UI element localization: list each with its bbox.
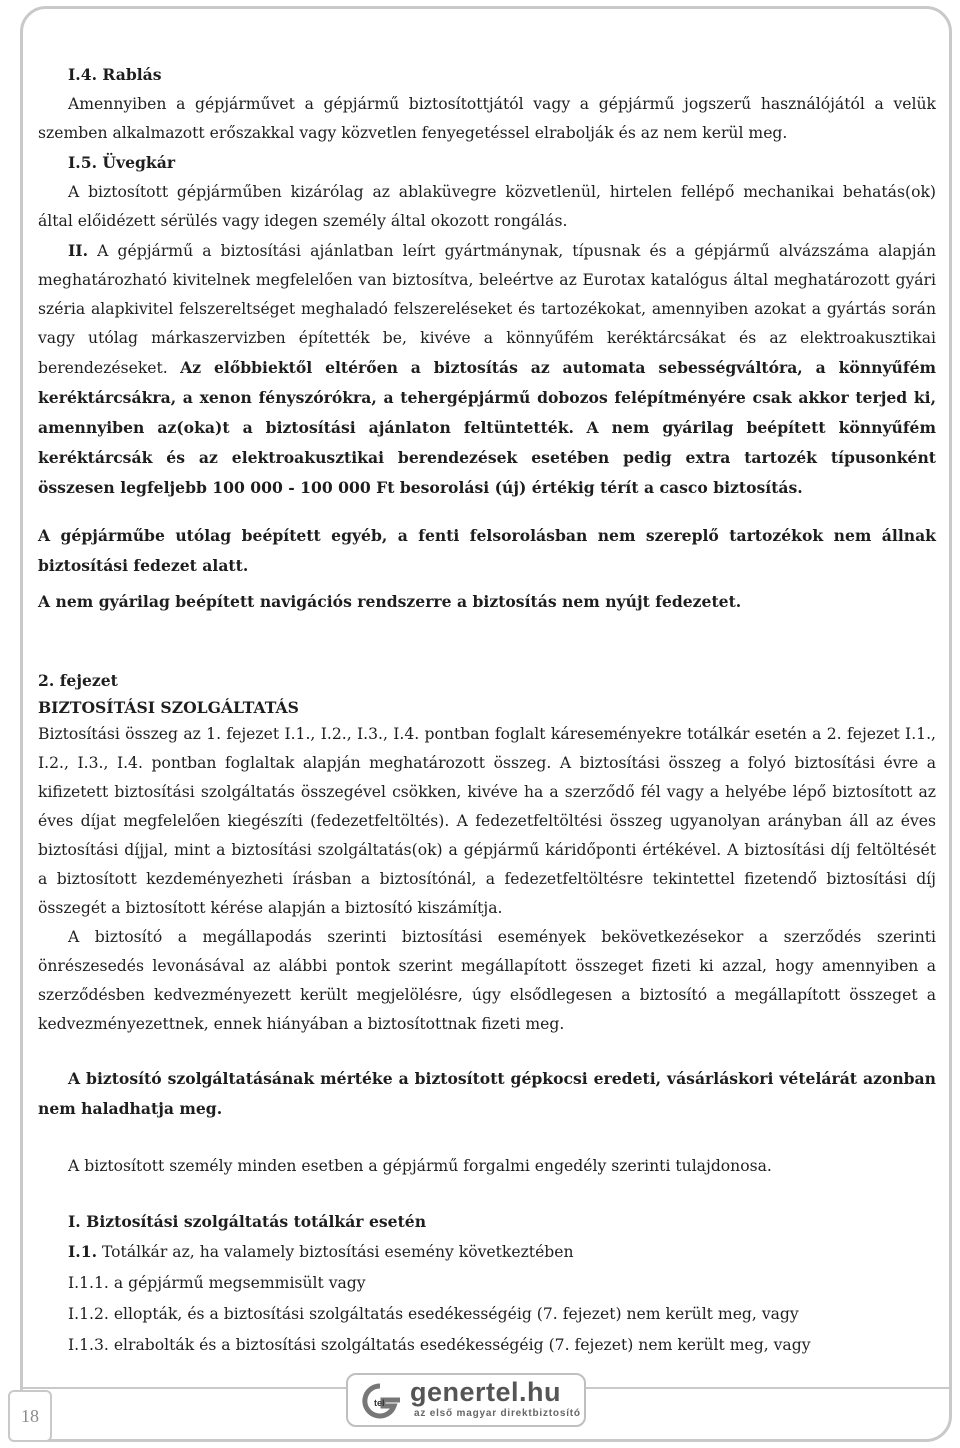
list-item: I.1.1. a gépjármű megsemmisült vagy bbox=[68, 1274, 366, 1292]
svg-text:tel: tel bbox=[374, 1398, 385, 1408]
paragraph-section-ii: II. A gépjármű a biztosítási ajánlatban leírt gyártmánynak, típusnak és a gépjármű alvázszáma alapján meghatározható kivitelnek megfelelően van biztosítva, beleértve az Eurotax katalógus által meghatározott gyári széria alapkivitel felszereltséget meghaladó felszereléseket és tartozékokat, amennyiben azokat a gyártás során vagy utólag márkaszervizben építették be, kivéve a könnyűfém keréktárcsákat és az elektroakusztikai berendezéseket. Az előbbiektől eltérően a biztosítás az automata sebességváltóra, a könnyűfém keréktárcsákra, a xenon fényszórókra, a tehergépjármű dobozos felépítményére csak akkor terjed ki, amennyiben az(oka)t a biztosítási ajánlaton feltüntették. A nem gyárilag beépített könnyűfém keréktárcsák és az elektroakusztikai berendezések esetében pedig extra tartozék típusonként összesen legfeljebb 100 000 - 100 000 Ft besorolási (új) értékig térít a casco biztosítás. bbox=[38, 241, 936, 497]
page-number: 18 bbox=[8, 1390, 52, 1442]
list-item: I.1.2. ellopták, és a biztosítási szolgáltatás esedékességéig (7. fejezet) nem került meg, vagy bbox=[68, 1305, 799, 1323]
chapter-title: BIZTOSÍTÁSI SZOLGÁLTATÁS bbox=[38, 698, 299, 717]
chapter-number: 2. fejezet bbox=[38, 671, 118, 690]
page-content bbox=[38, 60, 936, 1360]
paragraph-tulajdonos: A biztosított személy minden esetben a gépjármű forgalmi engedély szerinti tulajdonosa. bbox=[68, 1157, 772, 1175]
totalkar-definition: I.1. Totálkár az, ha valamely biztosítási esemény következtében bbox=[68, 1242, 574, 1261]
paragraph-kifizetes: A biztosító a megállapodás szerinti biztosítási események bekövetkezésekor a szerződés szerinti önrészesedés levonásával az alábbi pontok szerint megállapított összeget fizeti ki azzal, hogy amennyiben a szerződésben kedvezményezett került megjelölésre, úgy elsődlegesen a biztosító a megállapított összeget a kedvezményezettnek, ennek hiányában a biztosítottnak fizeti meg. bbox=[38, 928, 936, 1033]
notice-accessories: A gépjárműbe utólag beépített egyéb, a fenti felsorolásban nem szereplő tartozékok nem állnak biztosítási fedezet alatt. bbox=[38, 526, 936, 575]
section-heading-uvegkar: I.5. Üvegkár bbox=[68, 153, 176, 172]
paragraph-szolgaltatas-mertek: A biztosító szolgáltatásának mértéke a biztosított gépkocsi eredeti, vásárláskori vételárát azonban nem haladhatja meg. bbox=[38, 1069, 936, 1118]
list-item: I.1.3. elrabolták és a biztosítási szolgáltatás esedékességéig (7. fejezet) nem került meg, vagy bbox=[68, 1336, 811, 1354]
brand-tagline: az első magyar direktbiztosító bbox=[414, 1408, 581, 1419]
genertel-g-icon bbox=[354, 1381, 406, 1421]
section-heading-rablas: I.4. Rablás bbox=[68, 65, 162, 84]
notice-navigation: A nem gyárilag beépített navigációs rendszerre a biztosítás nem nyújt fedezetet. bbox=[38, 592, 742, 611]
paragraph-uvegkar: A biztosított gépjárműben kizárólag az ablaküvegre közvetlenül, hirtelen fellépő mechanikai behatás(ok) által előidézett sérülés vagy idegen személy által okozott rongálás. bbox=[38, 183, 936, 230]
paragraph-rablas: Amennyiben a gépjárművet a gépjármű biztosítottjától vagy a gépjármű jogszerű használójától a velük szemben alkalmazott erőszakkal vagy közvetlen fenyegetéssel elrabolják és az nem kerül meg. bbox=[38, 95, 936, 142]
genertel-logo[interactable] bbox=[346, 1373, 586, 1427]
totalkar-heading: I. Biztosítási szolgáltatás totálkár esetén bbox=[68, 1212, 427, 1231]
brand-name: genertel.hu bbox=[410, 1377, 562, 1407]
paragraph-biztositasi-osszeg: Biztosítási összeg az 1. fejezet I.1., I.2., I.3., I.4. pontban foglalt káreseményekre totálkár esetén a 2. fejezet I.1., I.2., I.3., I.4. pontban foglaltak alapján meghatározott összeg. A biztosítási összeg a folyó biztosítási évre a kifizetett biztosítási szolgáltatás összegével csökken, kivéve ha a szerződő fél vagy a helyébe lépő biztosított az éves díjat megfelelően kiegészíti (fedezetfeltöltés). A fedezetfeltöltési összeg ugyanolyan arányban áll az éves biztosítási díjjal, mint a biztosítási szolgáltatás(ok) a gépjármű káridőponti értékével. A biztosítási díj feltöltését a biztosított kezdeményezheti írásban a biztosítónál, a fedezetfeltöltésre tekintettel fizetendő biztosítási díj összegét a biztosított kérése alapján a biztosító kiszámítja. bbox=[38, 725, 936, 917]
